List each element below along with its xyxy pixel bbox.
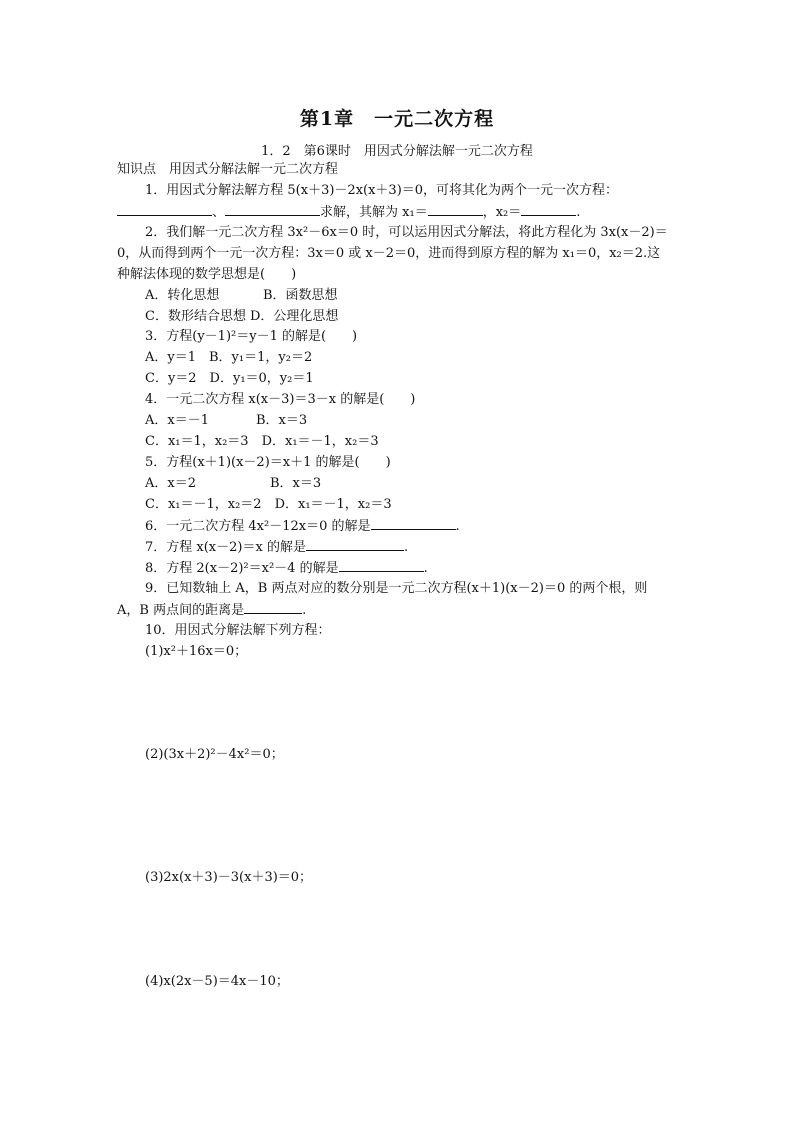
q9-blank[interactable] <box>244 601 302 614</box>
lesson-subtitle: 1．2 第6课时 用因式分解法解一元二次方程 <box>261 144 533 159</box>
q10-part-2: (2)(3x＋2)²－4x²＝0； <box>145 747 284 762</box>
q2-line1: 2．我们解一元二次方程 3x²－6x＝0 时，可以运用因式分解法，将此方程化为 3x(x－2)＝ <box>145 225 668 240</box>
q1-sep: 、 <box>212 205 226 220</box>
q8-line <box>145 559 428 578</box>
q5-option-b: B．x＝3 <box>270 476 322 491</box>
q6-blank[interactable] <box>371 517 456 530</box>
q4-option-b: B．x＝3 <box>256 413 308 428</box>
knowledge-point: 知识点 用因式分解法解一元二次方程 <box>117 162 339 177</box>
chapter-title: 第1章 一元二次方程 <box>299 108 495 130</box>
q10-part-1: (1)x²＋16x＝0； <box>145 644 248 659</box>
q7-blank[interactable] <box>306 538 404 551</box>
q1-blank-2[interactable] <box>225 203 320 216</box>
q6-line <box>145 517 460 536</box>
q2-line3: 种解法体现的数学思想是( ) <box>117 267 297 282</box>
q3-options-ab: A．y＝1 B．y₁＝1，y₂＝2 <box>145 350 313 365</box>
q9-end: . <box>302 603 307 618</box>
q3-stem: 3．方程(y－1)²＝y－1 的解是( ) <box>145 329 358 344</box>
q7-stem: 7．方程 x(x－2)＝x 的解是 <box>145 540 306 555</box>
q6-end: . <box>455 519 460 534</box>
q1-end: . <box>576 205 581 220</box>
q7-line <box>145 538 408 557</box>
q2-option-a: A．转化思想 <box>145 288 220 303</box>
q3-options-cd: C．y＝2 D．y₁＝0，y₂＝1 <box>145 371 314 386</box>
q5-options-cd: C．x₁＝－1，x₂＝2 D．x₁＝－1，x₂＝3 <box>145 497 392 512</box>
q1-text-after: 求解，其解为 x₁＝ <box>320 205 428 220</box>
q5-option-a: A．x＝2 <box>145 476 196 491</box>
q2-line2: 0，从而得到两个一元一次方程：3x＝0 或 x－2＝0，进而得到原方程的解为 x₁＝0，x₂＝2.这 <box>117 246 661 261</box>
q1-line2 <box>117 203 580 222</box>
q10-part-3: (3)2x(x＋3)－3(x＋3)＝0； <box>145 870 313 885</box>
q1-line1: 1．用因式分解法解方程 5(x＋3)－2x(x＋3)＝0，可将其化为两个一元一次方程： <box>145 183 619 198</box>
q1-blank-3[interactable] <box>428 203 483 216</box>
q8-blank[interactable] <box>339 559 424 572</box>
q8-end: . <box>423 561 428 576</box>
q7-end: . <box>403 540 409 555</box>
q5-stem: 5．方程(x＋1)(x－2)＝x＋1 的解是( ) <box>145 455 391 470</box>
q4-stem: 4．一元二次方程 x(x－3)＝3－x 的解是( ) <box>145 392 416 407</box>
q1-blank-1[interactable] <box>117 203 212 216</box>
q10-stem: 10．用因式分解法解下列方程： <box>145 623 331 638</box>
q2-option-d: D．公理化思想 <box>250 309 339 324</box>
q2-option-b: B．函数思想 <box>263 288 338 303</box>
q9-line2 <box>117 601 306 620</box>
q2-option-c: C．数形结合思想 <box>145 309 246 324</box>
q6-stem: 6．一元二次方程 4x²－12x＝0 的解是 <box>145 519 371 534</box>
q9-line1: 9．已知数轴上 A，B 两点对应的数分别是一元二次方程(x＋1)(x－2)＝0 的两个根，则 <box>145 581 648 596</box>
q4-option-a: A．x＝－1 <box>145 413 209 428</box>
q1-blank-4[interactable] <box>521 203 576 216</box>
q10-part-4: (4)x(2x－5)＝4x－10； <box>145 974 289 989</box>
q4-options-cd: C．x₁＝1，x₂＝3 D．x₁＝－1，x₂＝3 <box>145 434 379 449</box>
q1-text-sep: ，x₂＝ <box>482 205 522 220</box>
q9-stem-end: A，B 两点间的距离是 <box>117 603 245 618</box>
q8-stem: 8．方程 2(x－2)²＝x²－4 的解是 <box>145 561 339 576</box>
